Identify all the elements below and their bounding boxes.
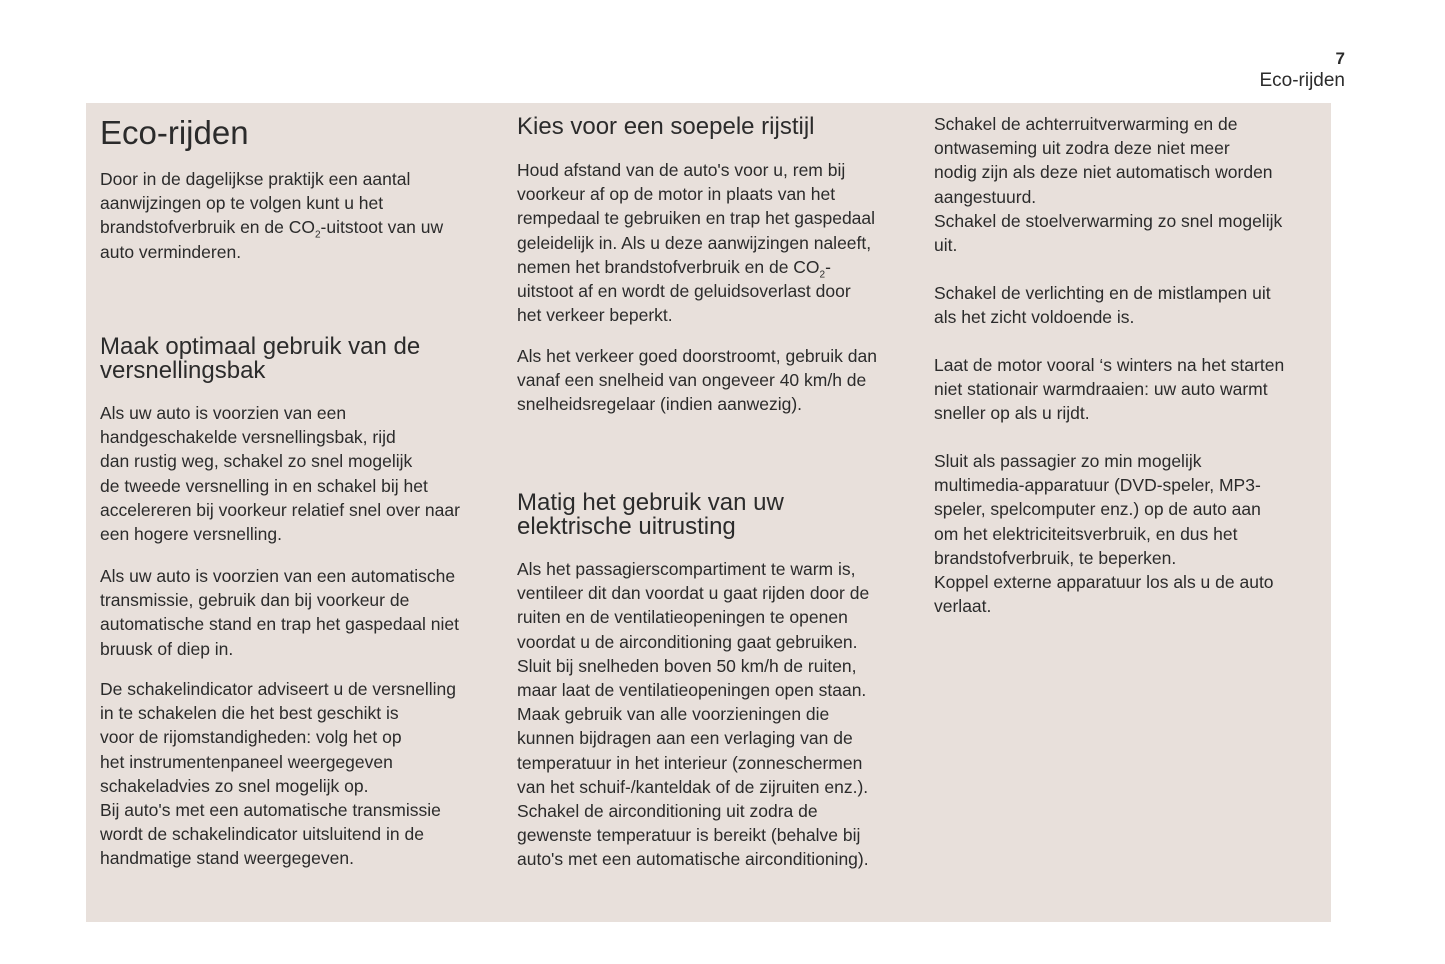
subscript: 2 (819, 269, 826, 281)
paragraph-gear-indicator: De schakelindicator adviseert u de versnelling in te schakelen die het best geschikt is voor de rijomstandigheden: volg het op het instrumentenpaneel weergegeven schakeladvies zo snel mogelijk op. Bij auto's met een automatische transmissie wordt de schakelindicator uitsluitend in de handmatige stand weergegeven. (100, 679, 457, 869)
page-title: Eco-rijden (100, 114, 249, 151)
paragraph-driving-style: Houd afstand van de auto's voor u, rem bij voorkeur af op de motor in plaats van het rempedaal te gebruiken en trap het gaspedaal geleidelijk in. Als u deze aanwijzingen naleeft, nemen het brandstofverbruik en de $CO_2-$ uitstoot af en wordt de geluidsoverlast door het verkeer beperkt. (517, 160, 876, 326)
paragraph-air-conditioning: Als het passagierscompartiment te warm is, ventileer dit dan voordat u gaat rijden door de ruiten en de ventilatieopeningen te openen voordat u de airconditioning gaat gebruiken. Sluit bij snelheden boven 50 km/h de ruiten, maar laat de ventilatieopeningen open staan. Maak gebruik van alle voorzieningen die kunnen bijdragen aan een verlaging van de temperatuur in het interieur (zonneschermen van het schuif-/kanteldak of de zijruiten enz.). Schakel de airconditioning uit zodra de gewenste temperatuur is bereikt (behalve bij auto's met een automatische airconditioning). (517, 559, 870, 870)
section-title-gearbox: Maak optimaal gebruik van de versnellingsbak (100, 333, 421, 384)
paragraph-multimedia: Sluit als passagier zo min mogelijk multimedia-apparatuur (DVD-speler, MP3- speler, spelcomputer enz.) op de auto aan om het elektriciteitsverbruik, en dus het brandstofverbruik, te beperken. Koppel externe apparatuur los als u de auto verlaat. (934, 451, 1274, 617)
running-title: Eco-rijden (1259, 70, 1345, 91)
paragraph-manual-gearbox: Als uw auto is voorzien van een handgeschakelde versnellingsbak, rijd dan rustig weg, schakel zo snel mogelijk de tweede versnelling in en schakel bij het accelereren bij voorkeur relatief snel over naar een hogere versnelling. (100, 403, 460, 545)
paragraph-automatic-transmission: Als uw auto is voorzien van een automatische transmissie, gebruik dan bij voorkeur de automatische stand en trap het gaspedaal niet bruusk of diep in. (100, 566, 459, 659)
page-number: 7 (1335, 49, 1345, 68)
section-title-driving-style: Kies voor een soepele rijstijl (517, 113, 815, 140)
paragraph-lights: Schakel de verlichting en de mistlampen uit als het zicht voldoende is. (934, 283, 1271, 328)
section-title-electrical: Matig het gebruik van uw elektrische uitrusting (517, 489, 784, 540)
intro-paragraph: Door in de dagelijkse praktijk een aantal aanwijzingen op te volgen kunt u het brandstofverbruik en de $CO_2$-uitstoot van uw auto verminderen. (100, 169, 444, 262)
paragraph-rear-window-heating: Schakel de achterruitverwarming en de ontwaseming uit zodra deze niet meer nodig zijn als deze niet automatisch worden aangestuurd. Schakel de stoelverwarming zo snel mogelijk uit. (934, 114, 1283, 256)
paragraph-engine-warmup: Laat de motor vooral ‘s winters na het starten niet stationair warmdraaien: uw auto warmt sneller op als u rijdt. (934, 355, 1285, 424)
page-header (1259, 48, 1345, 92)
paragraph-cruise-control: Als het verkeer goed doorstroomt, gebruik dan vanaf een snelheid van ongeveer 40 km/h de snelheidsregelaar (indien aanwezig). (517, 346, 877, 415)
content-panel (86, 103, 1331, 922)
subscript: 2 (314, 229, 321, 241)
